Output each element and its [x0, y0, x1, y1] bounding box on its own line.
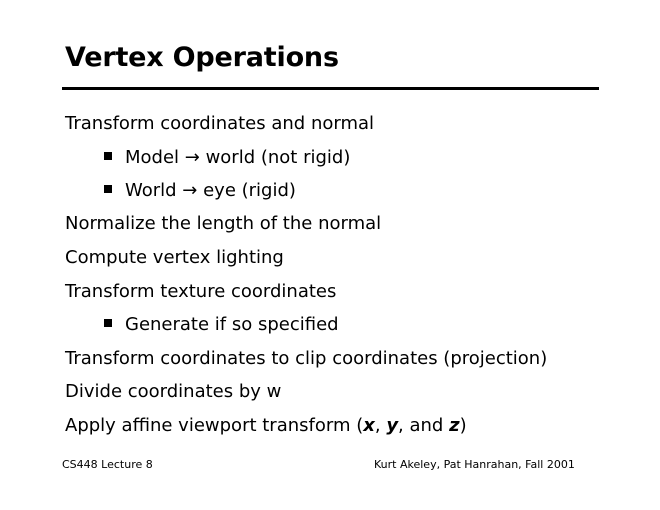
bullet-icon: [104, 319, 112, 327]
subitem-world-eye: [104, 180, 296, 202]
subitem-generate: [104, 314, 339, 336]
viewport-prefix: Apply affine viewport transform (: [65, 415, 364, 436]
slide-title: Vertex Operations: [65, 42, 339, 73]
item-lighting: Compute vertex lighting: [65, 247, 284, 268]
footer-authors: Kurt Akeley, Pat Hanrahan, Fall 2001: [374, 458, 575, 471]
bullet-icon: [104, 152, 112, 160]
footer-course: CS448 Lecture 8: [62, 458, 153, 471]
viewport-x: x: [363, 415, 375, 436]
item-transform-coords: Transform coordinates and normal: [65, 113, 375, 134]
viewport-and: , and: [398, 415, 450, 436]
item-divide: Divide coordinates by w: [65, 381, 282, 402]
item-texture: Transform texture coordinates: [65, 281, 337, 302]
item-viewport: [65, 415, 467, 437]
viewport-comma: ,: [374, 415, 387, 436]
subitem-model-world-text: Model → world (not rigid): [125, 147, 351, 168]
viewport-y: y: [386, 415, 399, 436]
viewport-suffix: ): [459, 415, 467, 436]
item-normalize: Normalize the length of the normal: [65, 213, 382, 234]
viewport-z: z: [449, 415, 460, 436]
bullet-icon: [104, 185, 112, 193]
subitem-world-eye-text: World → eye (rigid): [125, 180, 296, 201]
item-clip: Transform coordinates to clip coordinates (projection): [65, 348, 548, 369]
subitem-generate-text: Generate if so specified: [125, 314, 339, 335]
title-divider: [62, 87, 599, 90]
subitem-model-world: [104, 147, 350, 169]
